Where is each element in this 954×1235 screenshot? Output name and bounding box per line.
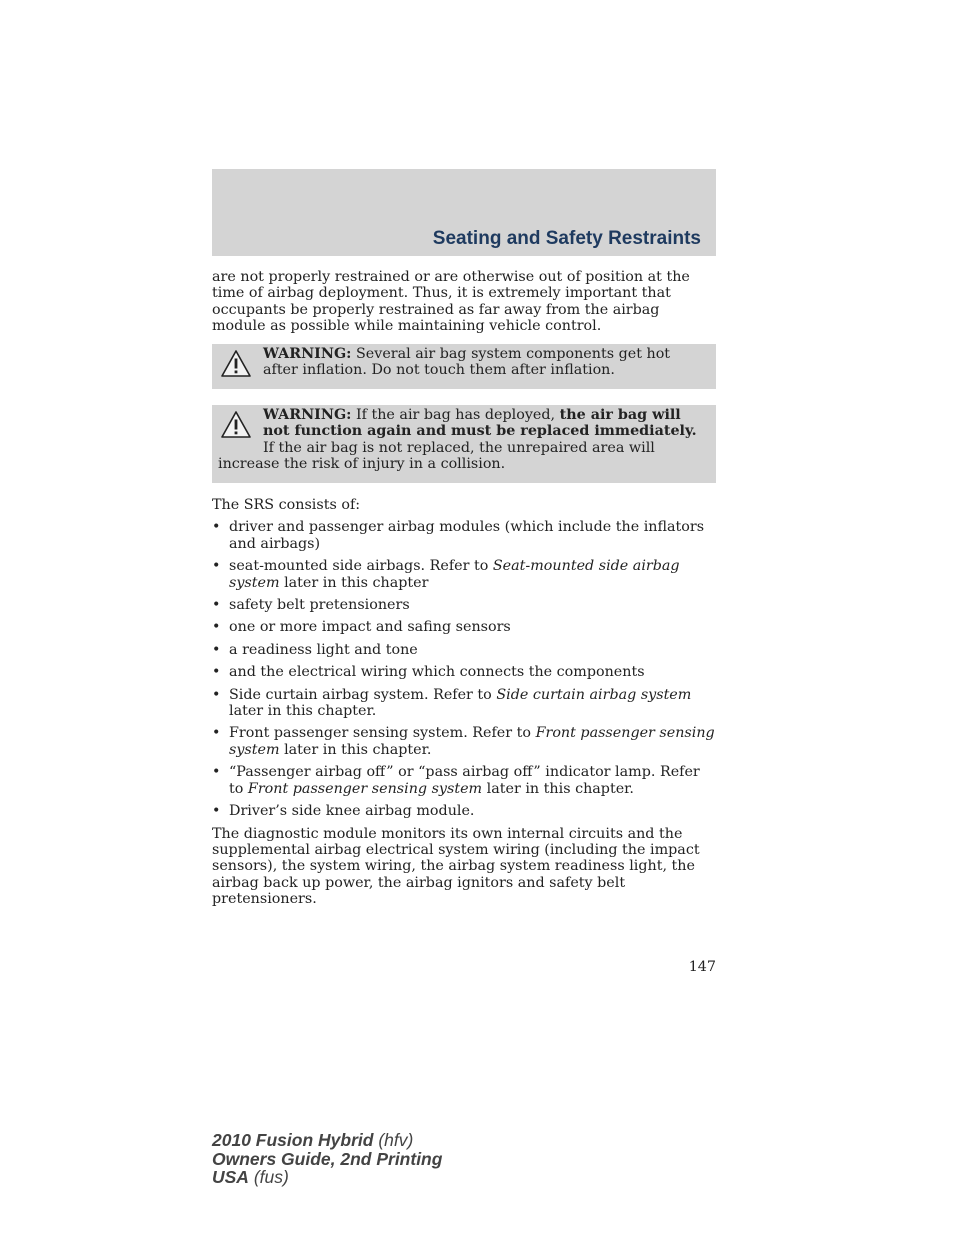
warning-box-deployed-airbag bbox=[212, 405, 716, 483]
srs-item-text: Front passenger sensing system. Refer to bbox=[229, 725, 532, 742]
srs-list-item bbox=[212, 619, 716, 635]
footer-market: USA bbox=[212, 1167, 249, 1187]
footer-model-code: (hfv) bbox=[378, 1130, 414, 1150]
intro-paragraph: are not properly restrained or are otherwise out of position at the time of airbag deployment. Thus, it is extremely important that occupants be properly restrained as far away from the airbag module as possible while maintaining vehicle control. bbox=[212, 269, 690, 335]
srs-list-item bbox=[212, 803, 716, 819]
srs-list-item bbox=[212, 725, 716, 758]
diagnostic-paragraph: The diagnostic module monitors its own internal circuits and the supplemental airbag electrical system wiring (including the impact sensors), the system wiring, the airbag system readiness light, the airbag back up power, the airbag ignitors and safety belt pretensioners. bbox=[212, 825, 700, 908]
srs-section bbox=[212, 497, 716, 908]
bullet-icon: • bbox=[212, 686, 221, 703]
warning1-label: WARNING: bbox=[263, 346, 352, 362]
warning1-body: Several air bag system components get hot after inflation. Do not touch them after inflation. bbox=[263, 346, 671, 379]
footer-line-market bbox=[212, 1168, 442, 1187]
srs-item-suffix: later in this chapter. bbox=[284, 741, 432, 758]
srs-item-suffix: later in this chapter. bbox=[486, 780, 634, 797]
warning-box-hot-components bbox=[212, 344, 716, 389]
srs-item-reference: Front passenger sensing system bbox=[247, 780, 483, 797]
footer-market-code: (fus) bbox=[253, 1167, 289, 1187]
warning2-label: WARNING: bbox=[263, 407, 352, 423]
srs-list-item bbox=[212, 519, 716, 552]
document-footer bbox=[212, 1131, 442, 1187]
bullet-icon: • bbox=[212, 558, 221, 575]
warning1-text bbox=[218, 346, 704, 379]
srs-item-text: driver and passenger airbag modules (which include the inflators and airbags) bbox=[229, 519, 705, 552]
srs-item-suffix: later in this chapter. bbox=[229, 703, 377, 720]
srs-list-item bbox=[212, 642, 716, 658]
srs-component-list bbox=[212, 519, 716, 819]
footer-line-model bbox=[212, 1131, 442, 1150]
warning-triangle-icon bbox=[220, 349, 252, 379]
srs-item-text: safety belt pretensioners bbox=[229, 597, 410, 614]
srs-list-item bbox=[212, 764, 716, 797]
srs-item-text: Driver’s side knee airbag module. bbox=[229, 803, 475, 820]
bullet-icon: • bbox=[212, 597, 221, 614]
srs-item-text: Side curtain airbag system. Refer to bbox=[229, 686, 492, 703]
srs-list-item bbox=[212, 687, 716, 720]
srs-item-text: and the electrical wiring which connects the components bbox=[229, 664, 645, 681]
srs-item-reference: Seat-mounted side airbag system bbox=[229, 558, 680, 591]
srs-item-reference: Front passenger sensing system bbox=[229, 725, 715, 758]
footer-line-guide bbox=[212, 1150, 442, 1169]
warning2-text bbox=[218, 407, 704, 473]
bullet-icon: • bbox=[212, 664, 221, 681]
warning2-emphasis: the air bag will not function again and must be replaced immediately. bbox=[263, 407, 697, 440]
srs-list-item bbox=[212, 558, 716, 591]
warning2-body-b: If the air bag is not replaced, the unrepaired area will increase the risk of injury in a collision. bbox=[218, 439, 655, 473]
bullet-icon: • bbox=[212, 641, 221, 658]
bullet-icon: • bbox=[212, 764, 221, 781]
footer-model: 2010 Fusion Hybrid bbox=[212, 1130, 374, 1150]
srs-item-text: “Passenger airbag off” or “pass airbag off” indicator lamp. Refer to bbox=[229, 764, 700, 797]
srs-list-item bbox=[212, 664, 716, 680]
srs-item-suffix: later in this chapter bbox=[284, 574, 429, 591]
bullet-icon: • bbox=[212, 803, 221, 820]
bullet-icon: • bbox=[212, 619, 221, 636]
srs-item-reference: Side curtain airbag system bbox=[496, 686, 692, 703]
footer-guide: Owners Guide, 2nd Printing bbox=[212, 1148, 443, 1169]
srs-item-text: one or more impact and safing sensors bbox=[229, 619, 511, 636]
section-title: Seating and Safety Restraints bbox=[432, 228, 701, 249]
srs-list-item bbox=[212, 597, 716, 613]
warning2-body-a: If the air bag has deployed, bbox=[355, 407, 556, 423]
srs-item-text: seat-mounted side airbags. Refer to bbox=[229, 558, 489, 575]
warning-triangle-icon bbox=[220, 410, 252, 440]
srs-item-text: a readiness light and tone bbox=[229, 641, 418, 658]
bullet-icon: • bbox=[212, 519, 221, 536]
bullet-icon: • bbox=[212, 725, 221, 742]
intro-paragraph-block bbox=[212, 269, 716, 335]
page-number: 147 bbox=[688, 959, 716, 975]
srs-intro: The SRS consists of: bbox=[212, 497, 361, 513]
section-header bbox=[212, 169, 716, 256]
